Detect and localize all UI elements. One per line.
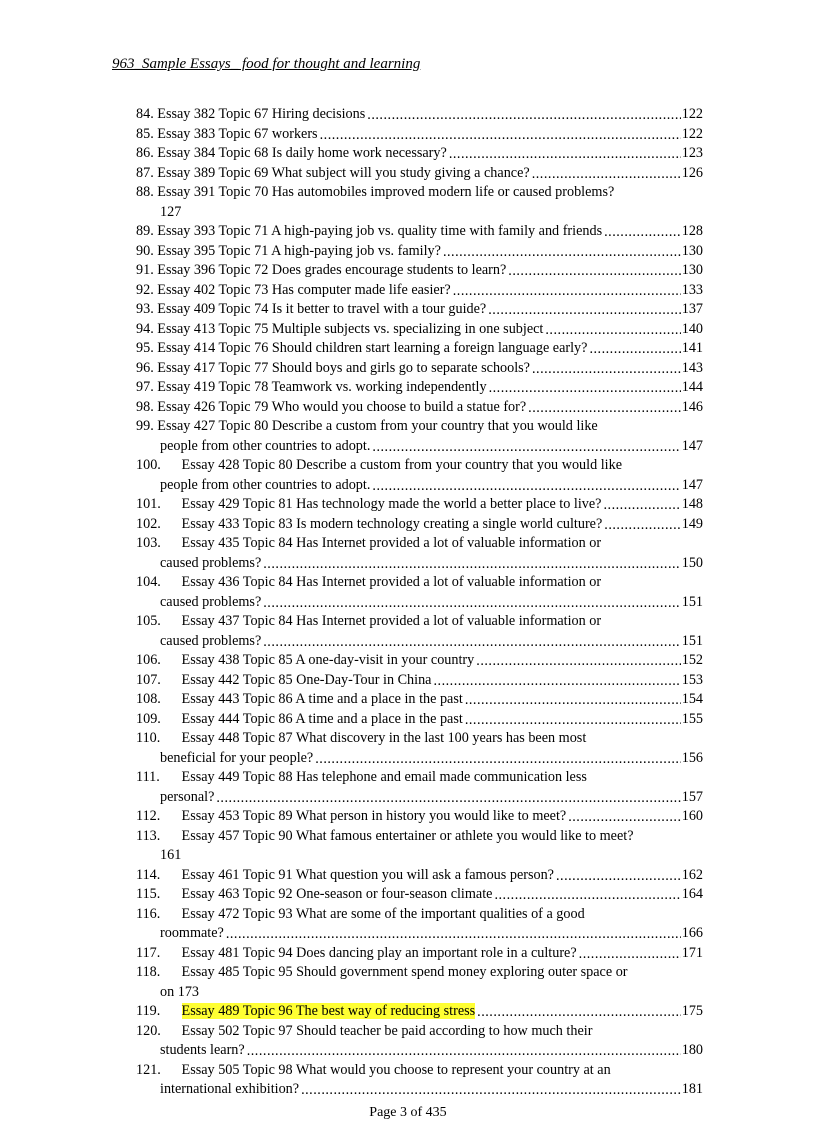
toc-entry-title: Essay 502 Topic 97 Should teacher be paid according to how much their <box>181 1022 593 1039</box>
toc-entry[interactable] <box>0 456 816 495</box>
toc-entry-number: 115. <box>136 886 161 902</box>
toc-entry-number: 103. <box>136 535 161 551</box>
toc-entry-continuation: caused problems? <box>160 593 262 610</box>
toc-entry-number: 84. <box>136 106 154 122</box>
toc-entry-number: 99. <box>136 418 154 434</box>
toc-entry-number: 85. <box>136 125 154 142</box>
toc-entry[interactable] <box>0 710 816 730</box>
toc-entry-page: 164 <box>681 885 703 905</box>
toc-entry-continuation: people from other countries to adopt. <box>160 437 371 454</box>
toc-entry-page: 181 <box>681 1080 703 1100</box>
toc-entry-number: 108. <box>136 691 161 707</box>
toc-entry-number: 114. <box>136 866 161 883</box>
toc-entry[interactable] <box>0 125 816 145</box>
toc-entry-title: Essay 442 Topic 85 One-Day-Tour in China <box>181 671 432 688</box>
toc-entry-title: Essay 437 Topic 84 Has Internet provided a lot of valuable information or <box>181 613 602 629</box>
toc-entry[interactable] <box>0 729 816 768</box>
toc-entry-number: 117. <box>136 944 161 961</box>
toc-entry-title: Essay 383 Topic 67 workers <box>157 125 318 142</box>
toc-entry-number: 94. <box>136 320 154 337</box>
toc-entry-title: Essay 453 Topic 89 What person in history you would like to meet? <box>181 808 567 824</box>
toc-entry-title: Essay 429 Topic 81 Has technology made the world a better place to live? <box>181 496 602 512</box>
toc-entry-title: Essay 463 Topic 92 One-season or four-season climate <box>181 886 493 902</box>
toc-entry[interactable] <box>0 378 816 398</box>
toc-entry-number: 95. <box>136 340 154 356</box>
table-of-contents <box>0 105 816 1100</box>
toc-entry[interactable] <box>0 495 816 515</box>
toc-entry[interactable] <box>0 242 816 262</box>
toc-entry-page: 147 <box>681 437 703 457</box>
toc-entry[interactable] <box>0 768 816 807</box>
toc-entry-page: 147 <box>681 476 703 496</box>
toc-entry-title: Essay 395 Topic 71 A high-paying job vs. family? <box>157 242 441 259</box>
toc-entry[interactable] <box>0 905 816 944</box>
toc-entry[interactable] <box>0 1002 816 1022</box>
toc-entry[interactable] <box>0 183 816 222</box>
toc-entry-continuation: personal? <box>160 788 215 805</box>
page-number-footer: Page 3 of 435 <box>369 1105 447 1120</box>
toc-entry-continuation: students learn? <box>160 1042 245 1058</box>
toc-entry-page: 160 <box>681 807 703 827</box>
toc-entry-title: Essay 393 Topic 71 A high-paying job vs. quality time with family and friends <box>157 223 603 239</box>
toc-entry-title: Essay 414 Topic 76 Should children start learning a foreign language early? <box>157 340 588 356</box>
toc-entry-continuation: caused problems? <box>160 554 262 571</box>
toc-entry-continuation: roommate? <box>160 925 224 941</box>
toc-entry-page: 122 <box>681 125 703 145</box>
toc-entry[interactable] <box>0 281 816 301</box>
toc-entry-title: Essay 435 Topic 84 Has Internet provided a lot of valuable information or <box>181 535 602 551</box>
toc-entry-page: 140 <box>681 320 703 340</box>
toc-entry-title: Essay 489 Topic 96 The best way of reducing stress <box>181 1003 476 1019</box>
toc-entry-number: 121. <box>136 1061 161 1078</box>
toc-entry-title: Essay 433 Topic 83 Is modern technology creating a single world culture? <box>181 515 603 532</box>
toc-entry-page: 133 <box>681 281 703 301</box>
toc-entry-number: 109. <box>136 710 161 727</box>
toc-entry[interactable] <box>0 1022 816 1061</box>
toc-entry-page: 171 <box>681 944 703 964</box>
toc-entry-number: 120. <box>136 1022 161 1039</box>
toc-entry[interactable] <box>0 807 816 827</box>
toc-entry-number: 98. <box>136 398 154 415</box>
toc-entry[interactable] <box>0 573 816 612</box>
toc-entry-number: 88. <box>136 184 154 200</box>
toc-entry-page: 130 <box>681 261 703 281</box>
toc-entry-continuation: 161 <box>160 847 182 863</box>
toc-entry-number: 112. <box>136 808 161 824</box>
toc-entry-number: 101. <box>136 496 161 512</box>
toc-entry-title: Essay 461 Topic 91 What question you will ask a famous person? <box>181 866 554 883</box>
toc-entry-title: Essay 443 Topic 86 A time and a place in the past <box>181 691 463 707</box>
toc-entry-page: 166 <box>681 924 703 944</box>
toc-entry-number: 104. <box>136 574 161 590</box>
toc-entry-title: Essay 426 Topic 79 Who would you choose to build a statue for? <box>157 398 527 415</box>
toc-entry-title: Essay 436 Topic 84 Has Internet provided a lot of valuable information or <box>181 574 602 590</box>
toc-entry-page: 150 <box>681 554 703 574</box>
toc-entry-continuation: caused problems? <box>160 632 262 649</box>
toc-entry-page: 123 <box>681 144 703 164</box>
toc-entry-title: Essay 389 Topic 69 What subject will you study giving a chance? <box>157 164 530 181</box>
toc-entry-title: Essay 409 Topic 74 Is it better to travel with a tour guide? <box>157 301 487 317</box>
toc-entry[interactable] <box>0 320 816 340</box>
toc-entry-title: Essay 413 Topic 75 Multiple subjects vs. specializing in one subject <box>157 320 544 337</box>
toc-entry-page: 151 <box>681 593 703 613</box>
toc-entry-page: 175 <box>681 1002 703 1022</box>
toc-entry-page: 141 <box>681 339 703 359</box>
toc-entry-number: 92. <box>136 281 154 298</box>
toc-entry[interactable] <box>0 339 816 359</box>
toc-entry[interactable] <box>0 963 816 1002</box>
toc-entry-title: Essay 384 Topic 68 Is daily home work necessary? <box>157 145 447 161</box>
toc-entry-title: Essay 427 Topic 80 Describe a custom from your country that you would like <box>157 418 598 434</box>
toc-entry-title: Essay 457 Topic 90 What famous entertainer or athlete you would like to meet? <box>181 827 634 844</box>
toc-entry[interactable] <box>0 144 816 164</box>
toc-entry-number: 118. <box>136 964 161 980</box>
toc-entry-title: Essay 382 Topic 67 Hiring decisions <box>157 106 366 122</box>
toc-entry-continuation: beneficial for your people? <box>160 749 314 766</box>
toc-entry[interactable] <box>0 164 816 184</box>
toc-entry[interactable] <box>0 359 816 379</box>
toc-entry[interactable] <box>0 612 816 651</box>
toc-entry[interactable] <box>0 885 816 905</box>
toc-entry-number: 105. <box>136 613 161 629</box>
toc-entry-page: 155 <box>681 710 703 730</box>
toc-entry-number: 106. <box>136 652 161 668</box>
toc-entry-page: 128 <box>681 222 703 242</box>
toc-entry-number: 97. <box>136 379 154 395</box>
toc-entry-page: 152 <box>681 651 703 671</box>
toc-entry-number: 119. <box>136 1003 161 1019</box>
toc-entry-number: 93. <box>136 301 154 317</box>
toc-entry-number: 96. <box>136 359 154 376</box>
toc-entry-number: 116. <box>136 905 161 922</box>
toc-entry[interactable] <box>0 690 816 710</box>
toc-entry-title: Essay 448 Topic 87 What discovery in the last 100 years has been most <box>181 730 587 746</box>
toc-entry-continuation: 127 <box>160 203 182 220</box>
toc-entry-page: 180 <box>681 1041 703 1061</box>
toc-entry[interactable] <box>0 515 816 535</box>
toc-entry-page: 122 <box>681 105 703 125</box>
toc-entry-page: 153 <box>681 671 703 691</box>
toc-entry[interactable] <box>0 534 816 573</box>
toc-entry-page: 143 <box>681 359 703 379</box>
toc-entry-number: 91. <box>136 262 154 278</box>
toc-entry-page: 148 <box>681 495 703 515</box>
toc-entry-page: 154 <box>681 690 703 710</box>
document-header-title: 963_Sample Essays_ food for thought and learning <box>112 56 421 72</box>
toc-entry-continuation: people from other countries to adopt. <box>160 476 371 493</box>
toc-entry[interactable] <box>0 398 816 418</box>
toc-entry[interactable] <box>0 300 816 320</box>
toc-entry-title: Essay 481 Topic 94 Does dancing play an important role in a culture? <box>181 944 577 961</box>
toc-entry-title: Essay 438 Topic 85 A one-day-visit in your country <box>181 652 475 668</box>
toc-entry[interactable] <box>0 944 816 964</box>
toc-entry-continuation: international exhibition? <box>160 1081 300 1097</box>
toc-entry-title: Essay 449 Topic 88 Has telephone and email made communication less <box>181 769 587 785</box>
toc-entry[interactable] <box>0 866 816 886</box>
toc-entry-number: 107. <box>136 671 161 688</box>
toc-entry-page: 151 <box>681 632 703 652</box>
toc-entry[interactable] <box>0 1061 816 1100</box>
toc-entry-number: 89. <box>136 223 154 239</box>
toc-entry[interactable] <box>0 105 816 125</box>
toc-entry-title: Essay 402 Topic 73 Has computer made life easier? <box>157 281 451 298</box>
toc-entry[interactable] <box>0 671 816 691</box>
toc-entry-page: 130 <box>681 242 703 262</box>
toc-entry-title: Essay 444 Topic 86 A time and a place in the past <box>181 710 463 727</box>
toc-entry-title: Essay 396 Topic 72 Does grades encourage students to learn? <box>157 262 507 278</box>
toc-entry-continuation: on 173 <box>160 983 200 1000</box>
toc-entry-number: 87. <box>136 164 154 181</box>
toc-entry-title: Essay 505 Topic 98 What would you choose to represent your country at an <box>181 1061 611 1078</box>
toc-entry-page: 137 <box>681 300 703 320</box>
toc-entry-title: Essay 428 Topic 80 Describe a custom from your country that you would like <box>181 457 622 473</box>
toc-entry[interactable] <box>0 827 816 866</box>
toc-entry-title: Essay 419 Topic 78 Teamwork vs. working independently <box>157 379 487 395</box>
toc-entry-page: 149 <box>681 515 703 535</box>
toc-entry[interactable] <box>0 261 816 281</box>
toc-entry-number: 110. <box>136 730 161 746</box>
toc-entry-page: 157 <box>681 788 703 808</box>
toc-entry-title: Essay 391 Topic 70 Has automobiles improved modern life or caused problems? <box>157 184 615 200</box>
toc-entry-page: 126 <box>681 164 703 184</box>
toc-entry[interactable] <box>0 651 816 671</box>
toc-entry-page: 162 <box>681 866 703 886</box>
toc-entry-number: 86. <box>136 145 154 161</box>
toc-entry-page: 146 <box>681 398 703 418</box>
toc-entry-title: Essay 472 Topic 93 What are some of the important qualities of a good <box>181 905 585 922</box>
toc-entry-number: 100. <box>136 457 161 473</box>
toc-entry-title: Essay 417 Topic 77 Should boys and girls go to separate schools? <box>157 359 530 376</box>
toc-entry[interactable] <box>0 222 816 242</box>
toc-entry-page: 144 <box>681 378 703 398</box>
toc-entry-number: 102. <box>136 515 161 532</box>
toc-entry-number: 90. <box>136 242 154 259</box>
toc-entry-number: 111. <box>136 769 160 785</box>
toc-entry-title: Essay 485 Topic 95 Should government spend money exploring outer space or <box>181 964 628 980</box>
toc-entry-number: 113. <box>136 827 161 844</box>
toc-entry[interactable] <box>0 417 816 456</box>
toc-entry-page: 156 <box>681 749 703 769</box>
